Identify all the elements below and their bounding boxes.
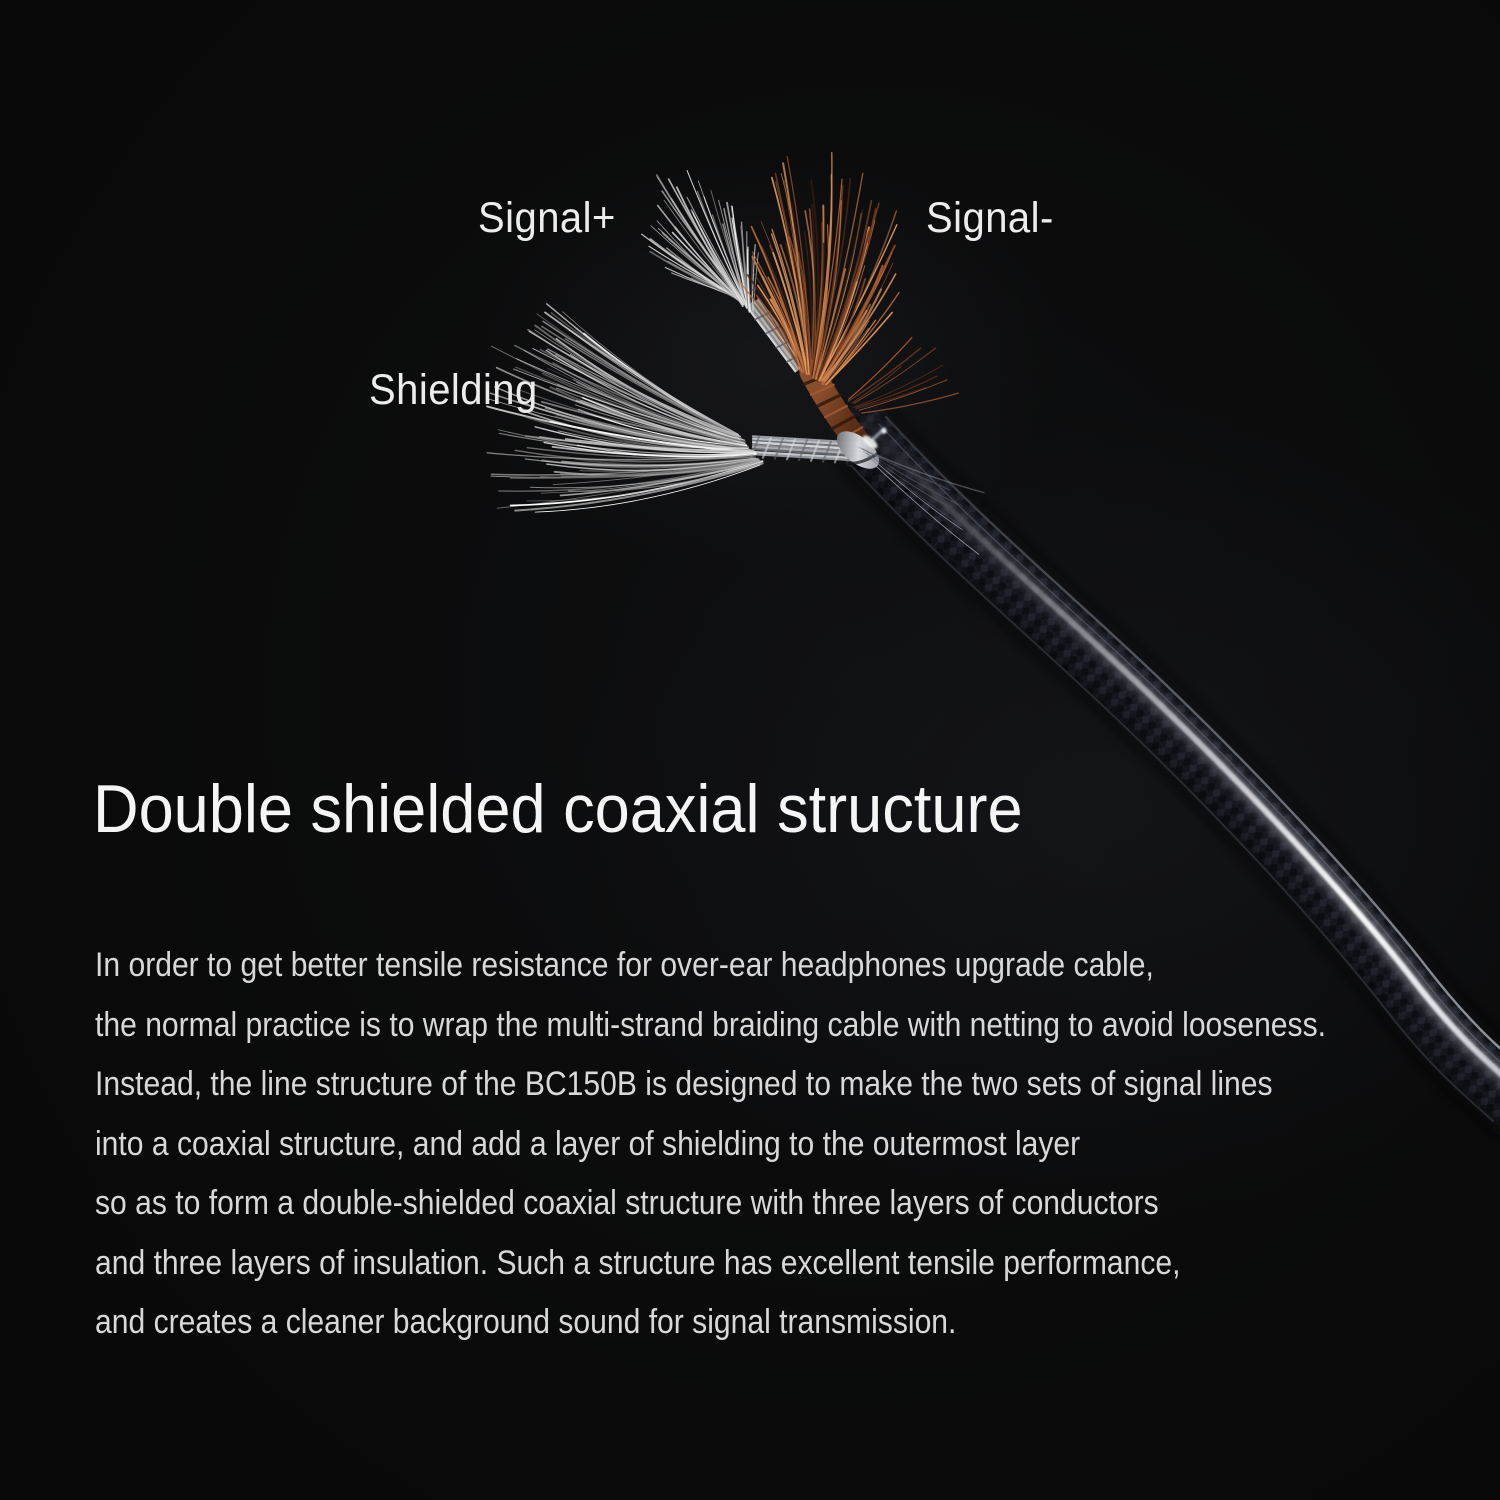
- description-line: Instead, the line structure of the BC150B is designed to make the two sets of signal lines: [95, 1065, 1273, 1103]
- page-title: Double shielded coaxial structure: [93, 771, 1023, 847]
- description-line: so as to form a double-shielded coaxial structure with three layers of conductors: [95, 1184, 1159, 1222]
- shielding-label: Shielding: [369, 366, 538, 414]
- signal-plus-label: Signal+: [478, 194, 616, 242]
- description-line: and three layers of insulation. Such a structure has excellent tensile performance,: [95, 1243, 1181, 1282]
- description-line: and creates a cleaner background sound for signal transmission.: [95, 1303, 957, 1341]
- signal-minus-strands-fan: [740, 153, 899, 385]
- description-line: In order to get better tensile resistance for over-ear headphones upgrade cable,: [95, 946, 1154, 984]
- description-text: [95, 936, 1326, 1353]
- description-line: into a coaxial structure, and add a layer of shielding to the outermost layer: [95, 1124, 1081, 1163]
- copper-droop-strands: [848, 338, 958, 413]
- description-line: the normal practice is to wrap the multi-strand braiding cable with netting to avoid looseness.: [95, 1005, 1326, 1044]
- signal-minus-label: Signal-: [926, 194, 1054, 242]
- signal-plus-strands-fan: [642, 171, 759, 313]
